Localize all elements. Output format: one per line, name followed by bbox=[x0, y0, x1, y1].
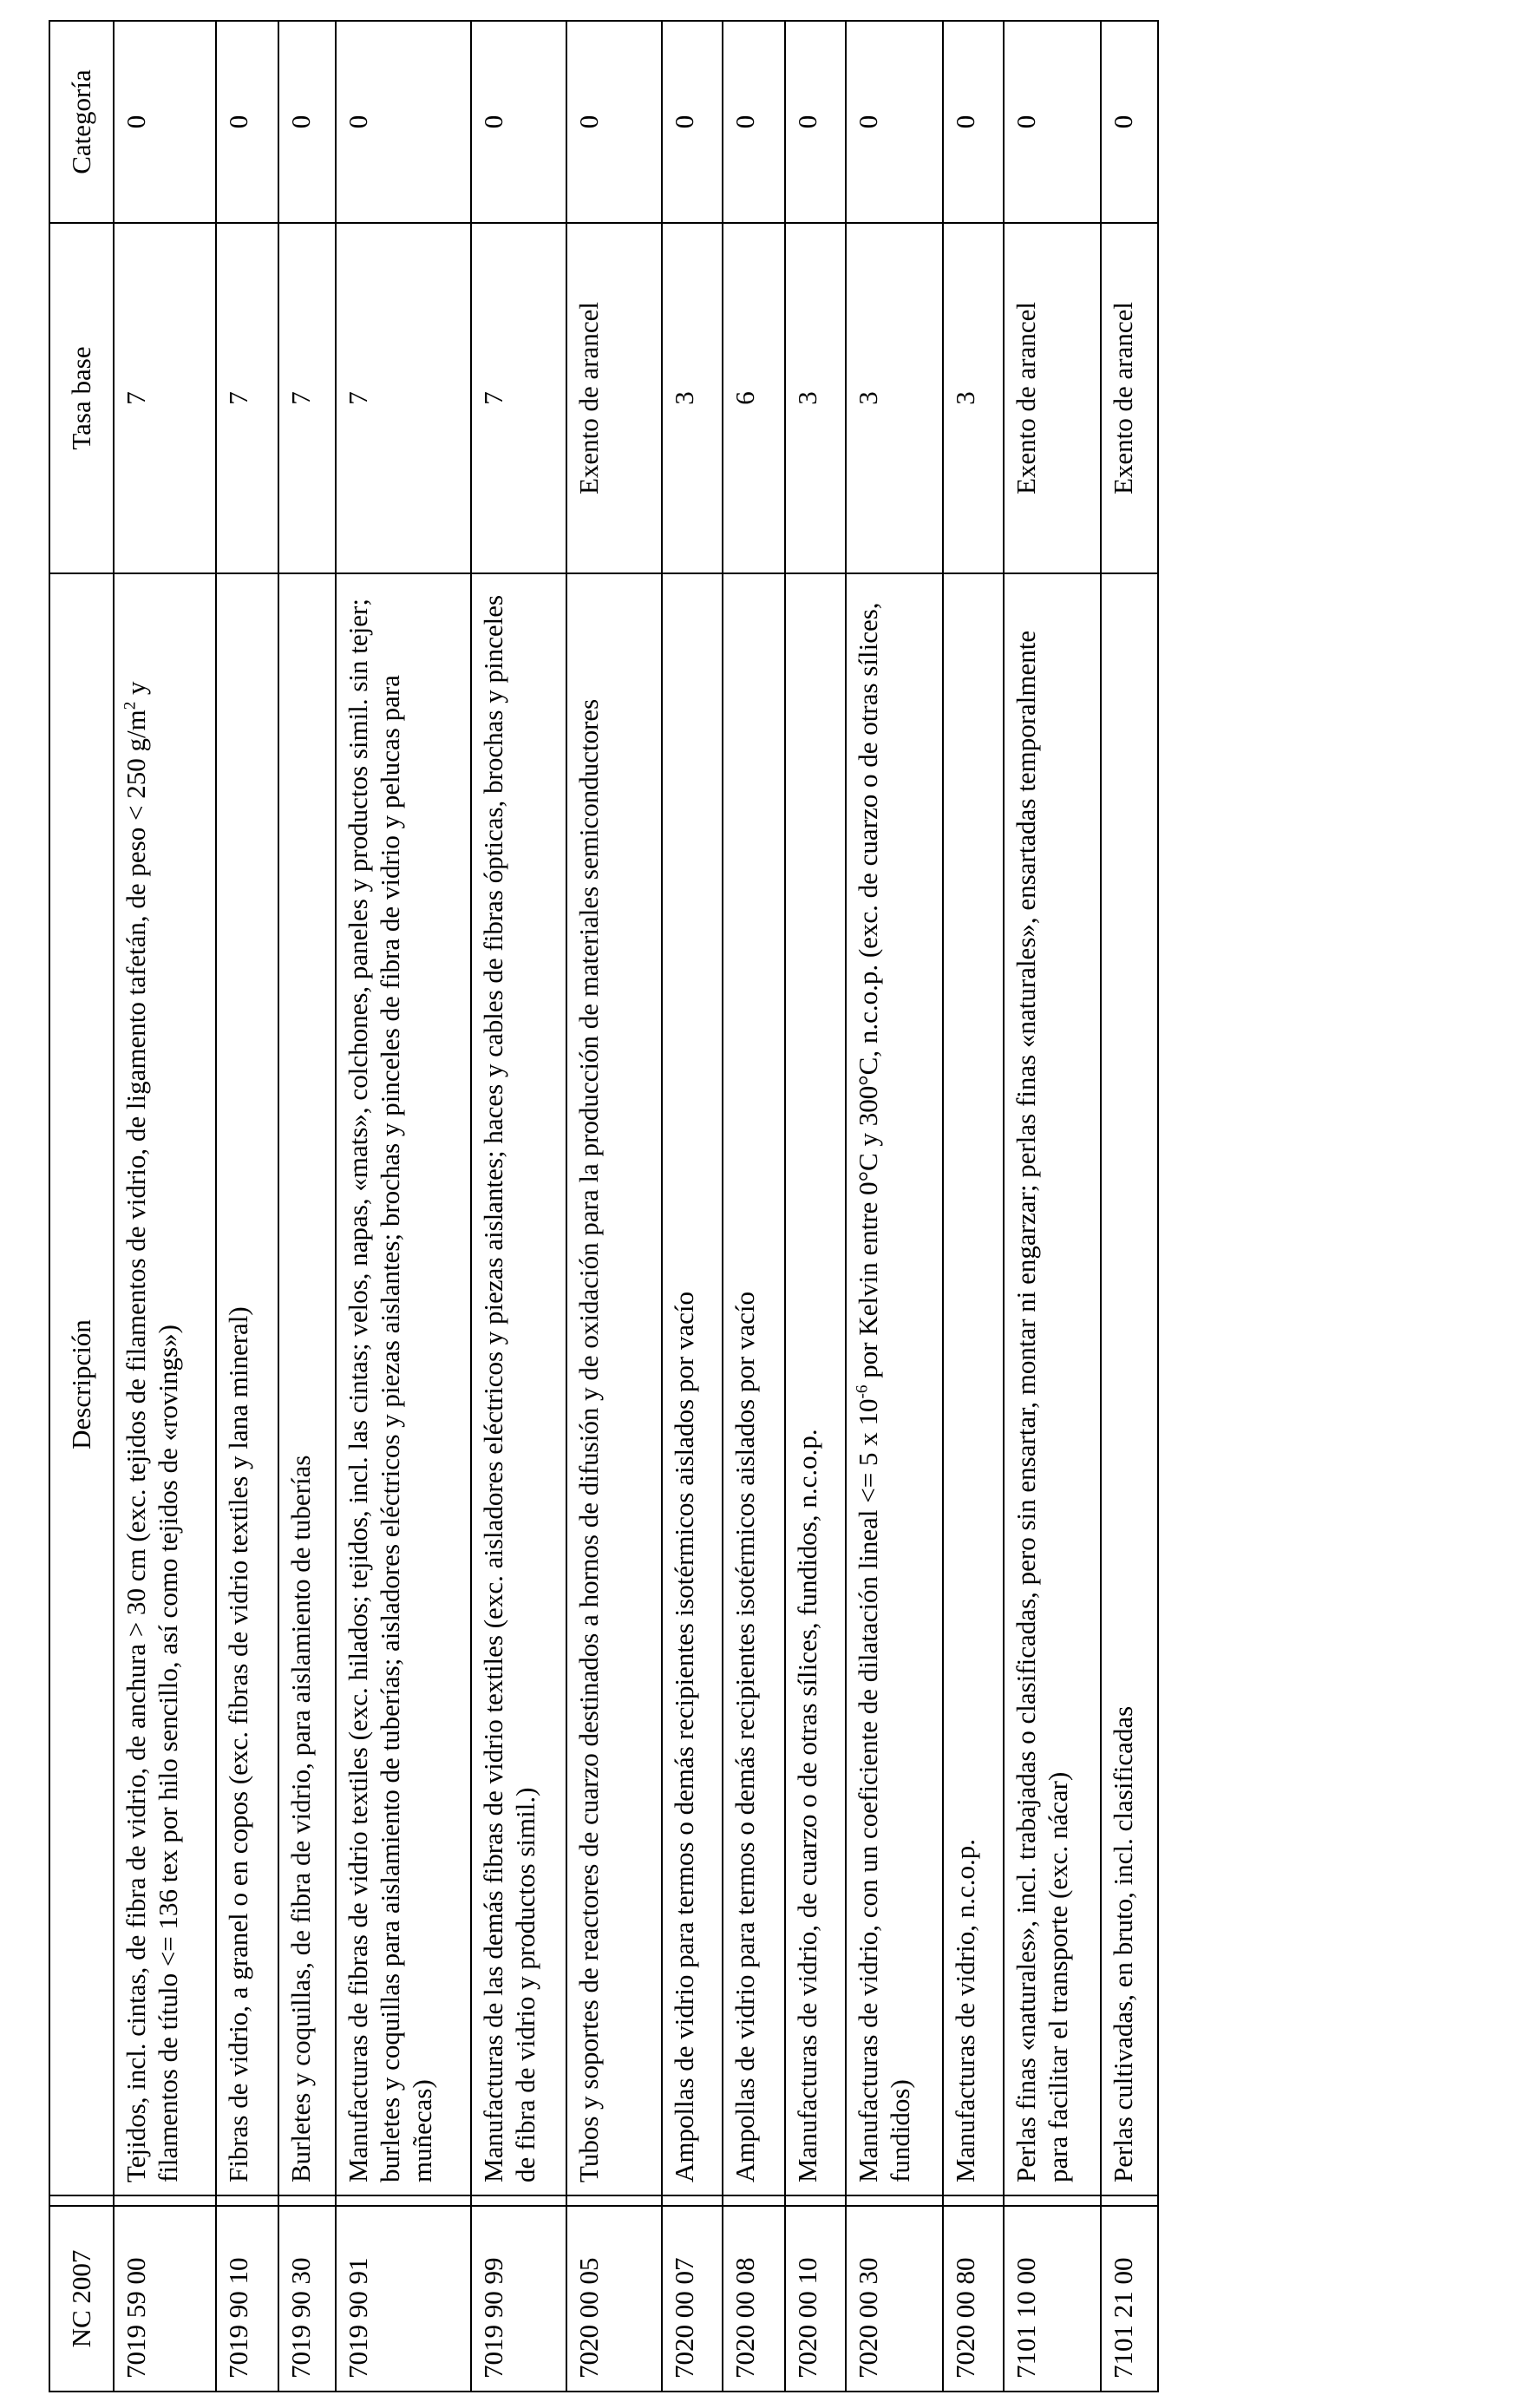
cell-description: Manufacturas de fibras de vidrio textiles (exc. hilados; tejidos, incl. las cintas; velos, napas, «mats», colchones, paneles y productos simil. sin tejer; burletes y coquillas para aislamiento de tuberías; aisladores eléctricos y piezas aislantes; brochas y pinceles de fibra de vidrio y pelucas para muñecas) bbox=[336, 573, 471, 2195]
cell-code: 7019 90 99 bbox=[471, 2206, 566, 2392]
cell-category: 0 bbox=[471, 21, 566, 223]
cell-rate: 3 bbox=[943, 223, 1004, 573]
cell-gap bbox=[662, 2195, 723, 2206]
cell-code: 7020 00 05 bbox=[566, 2206, 662, 2392]
cell-description: Perlas cultivadas, en bruto, incl. clasificadas bbox=[1101, 573, 1158, 2195]
table-header-row bbox=[49, 21, 114, 2392]
cell-rate: Exento de arancel bbox=[1004, 223, 1101, 573]
cell-gap bbox=[846, 2195, 943, 2206]
tariff-table bbox=[49, 20, 1159, 2392]
cell-rate: Exento de arancel bbox=[1101, 223, 1158, 573]
cell-gap bbox=[785, 2195, 846, 2206]
cell-gap bbox=[216, 2195, 278, 2206]
table-row bbox=[216, 21, 278, 2392]
cell-description: Manufacturas de vidrio, n.c.o.p. bbox=[943, 573, 1004, 2195]
cell-category: 0 bbox=[662, 21, 723, 223]
header-category: Categoría bbox=[49, 21, 114, 223]
cell-category: 0 bbox=[1101, 21, 1158, 223]
table-row bbox=[336, 21, 471, 2392]
cell-code: 7020 00 08 bbox=[723, 2206, 785, 2392]
cell-gap bbox=[566, 2195, 662, 2206]
cell-code: 7020 00 80 bbox=[943, 2206, 1004, 2392]
cell-gap bbox=[471, 2195, 566, 2206]
cell-category: 0 bbox=[336, 21, 471, 223]
table-row bbox=[943, 21, 1004, 2392]
cell-code: 7020 00 07 bbox=[662, 2206, 723, 2392]
header-description: Descripción bbox=[49, 573, 114, 2195]
table-row bbox=[785, 21, 846, 2392]
description-text: y filamentos de título <= 136 tex por hilo sencillo, así como tejidos de «rovings») bbox=[121, 681, 184, 2182]
cell-rate: 3 bbox=[785, 223, 846, 573]
cell-description: Manufacturas de vidrio, de cuarzo o de otras sílices, fundidos, n.c.o.p. bbox=[785, 573, 846, 2195]
cell-gap bbox=[336, 2195, 471, 2206]
cell-description: Fibras de vidrio, a granel o en copos (exc. fibras de vidrio textiles y lana mineral) bbox=[216, 573, 278, 2195]
cell-rate: 7 bbox=[216, 223, 278, 573]
superscript: -6 bbox=[853, 1384, 872, 1399]
cell-description: Ampollas de vidrio para termos o demás recipientes isotérmicos aislados por vacío bbox=[662, 573, 723, 2195]
description-text: Manufacturas de vidrio, con un coeficiente de dilatación lineal <= 5 x 10 bbox=[853, 1398, 883, 2182]
cell-category: 0 bbox=[846, 21, 943, 223]
cell-rate: 3 bbox=[662, 223, 723, 573]
cell-category: 0 bbox=[1004, 21, 1101, 223]
table-row bbox=[1101, 21, 1158, 2392]
cell-category: 0 bbox=[278, 21, 336, 223]
cell-description: Burletes y coquillas, de fibra de vidrio, para aislamiento de tuberías bbox=[278, 573, 336, 2195]
cell-code: 7020 00 30 bbox=[846, 2206, 943, 2392]
cell-description: Ampollas de vidrio para termos o demás recipientes isotérmicos aislados por vacío bbox=[723, 573, 785, 2195]
cell-description: Manufacturas de las demás fibras de vidrio textiles (exc. aisladores eléctricos y piezas aislantes; haces y cables de fibras ópticas, brochas y pinceles de fibra de vidrio y productos simil.) bbox=[471, 573, 566, 2195]
cell-description: Tubos y soportes de reactores de cuarzo destinados a hornos de difusión y de oxidación para la producción de materiales semiconductores bbox=[566, 573, 662, 2195]
description-text: por Kelvin entre 0°C y 300°C, n.c.o.p. (exc. de cuarzo o de otras sílices, fundidos) bbox=[853, 602, 916, 2182]
cell-gap bbox=[1101, 2195, 1158, 2206]
cell-gap bbox=[278, 2195, 336, 2206]
cell-code: 7019 90 30 bbox=[278, 2206, 336, 2392]
cell-category: 0 bbox=[566, 21, 662, 223]
cell-rate: Exento de arancel bbox=[566, 223, 662, 573]
cell-description: Perlas finas «naturales», incl. trabajadas o clasificadas, pero sin ensartar, montar ni engarzar; perlas finas «naturales», ensartadas temporalmente para facilitar el transporte (exc. nácar) bbox=[1004, 573, 1101, 2195]
cell-code: 7101 10 00 bbox=[1004, 2206, 1101, 2392]
cell-description bbox=[846, 573, 943, 2195]
cell-rate: 7 bbox=[336, 223, 471, 573]
superscript: 2 bbox=[121, 701, 140, 710]
cell-category: 0 bbox=[785, 21, 846, 223]
cell-category: 0 bbox=[943, 21, 1004, 223]
cell-category: 0 bbox=[216, 21, 278, 223]
cell-code: 7019 59 00 bbox=[114, 2206, 216, 2392]
table-row bbox=[662, 21, 723, 2392]
cell-rate: 7 bbox=[471, 223, 566, 573]
cell-rate: 7 bbox=[278, 223, 336, 573]
header-rate: Tasa base bbox=[49, 223, 114, 573]
cell-gap bbox=[943, 2195, 1004, 2206]
table-row bbox=[1004, 21, 1101, 2392]
cell-gap bbox=[723, 2195, 785, 2206]
table-row bbox=[846, 21, 943, 2392]
table-row bbox=[566, 21, 662, 2392]
header-code: NC 2007 bbox=[49, 2206, 114, 2392]
cell-category: 0 bbox=[114, 21, 216, 223]
description-text: Tejidos, incl. cintas, de fibra de vidrio, de anchura > 30 cm (exc. tejidos de filamentos de vidrio, de ligamento tafetán, de peso < 250 g/m bbox=[121, 710, 151, 2182]
cell-gap bbox=[1004, 2195, 1101, 2206]
table-row bbox=[471, 21, 566, 2392]
table-row bbox=[723, 21, 785, 2392]
cell-code: 7019 90 10 bbox=[216, 2206, 278, 2392]
table-row bbox=[114, 21, 216, 2392]
cell-rate: 7 bbox=[114, 223, 216, 573]
cell-category: 0 bbox=[723, 21, 785, 223]
cell-code: 7019 90 91 bbox=[336, 2206, 471, 2392]
header-gap bbox=[49, 2195, 114, 2206]
cell-code: 7020 00 10 bbox=[785, 2206, 846, 2392]
cell-gap bbox=[114, 2195, 216, 2206]
cell-description bbox=[114, 573, 216, 2195]
cell-rate: 6 bbox=[723, 223, 785, 573]
cell-rate: 3 bbox=[846, 223, 943, 573]
cell-code: 7101 21 00 bbox=[1101, 2206, 1158, 2392]
table-row bbox=[278, 21, 336, 2392]
